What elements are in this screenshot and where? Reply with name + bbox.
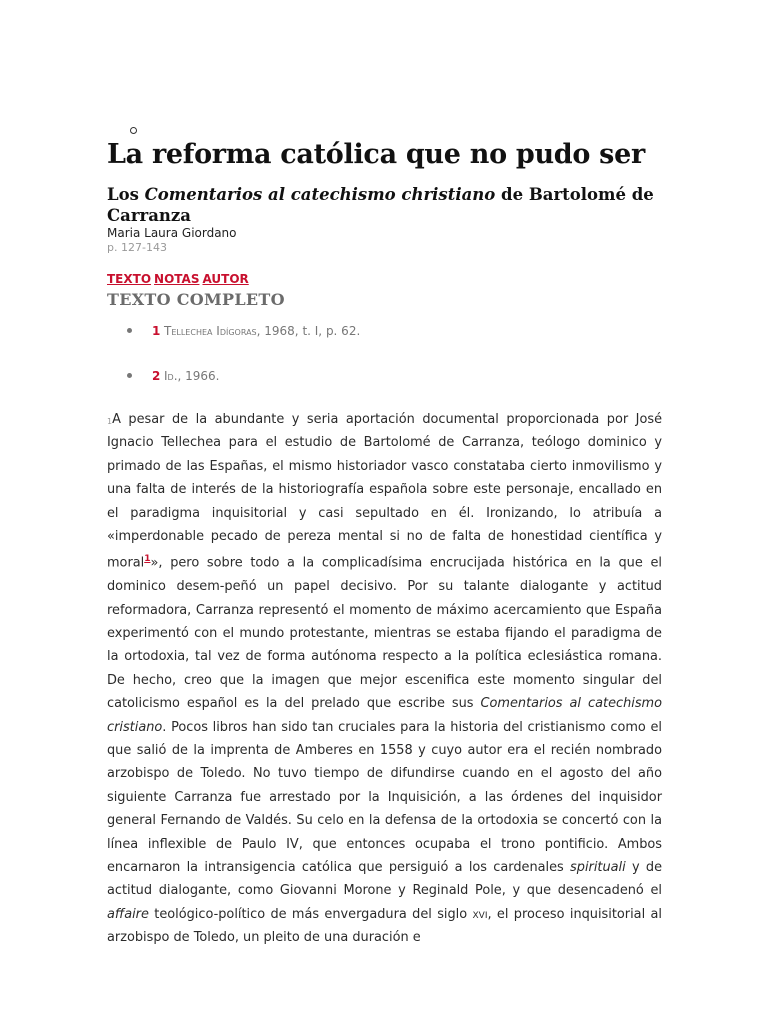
subtitle-prefix: Los <box>107 185 145 204</box>
footnote-rest: , 1968, t. I, p. 62. <box>256 324 361 338</box>
footnote-link[interactable]: 1 <box>144 554 151 565</box>
body-italic: spirituali <box>570 860 626 876</box>
footnote-reference <box>164 324 360 339</box>
body-text-part: y de actitud dialogante, como Giovanni Morone y Reginald Pole, y que desencadenó el <box>107 860 662 899</box>
body-italic: affaire <box>107 906 149 922</box>
footnote-author: Id. <box>164 369 178 383</box>
footnote-author: Tellechea Idígoras <box>164 324 257 338</box>
footnote-number[interactable]: 1 <box>152 324 161 338</box>
tab-notas[interactable]: NOTAS <box>154 272 200 286</box>
body-italic: Comentarios al catechismo cristiano <box>107 696 662 735</box>
paragraph-number: 1 <box>107 417 113 426</box>
body-text-part: teológico-político de más envergadura del siglo <box>148 906 473 922</box>
tab-texto[interactable]: TEXTO <box>107 272 152 286</box>
subtitle-suffix: de Bartolomé de Carranza <box>107 185 654 225</box>
body-text-part: , el proceso inquisitorial al arzobispo de Toledo, un pleito de una duración e <box>107 906 662 946</box>
century-numeral: xvi <box>472 906 488 922</box>
body-paragraph <box>107 408 662 950</box>
tab-autor[interactable]: AUTOR <box>202 272 249 286</box>
subtitle-italic: Comentarios al catechismo christiano <box>144 185 496 204</box>
page-range: p. 127-143 <box>107 241 167 254</box>
footnote-rest: , 1966. <box>177 369 220 383</box>
article-subtitle <box>107 184 662 226</box>
author-name[interactable]: Maria Laura Giordano <box>107 226 237 240</box>
body-text-part: . Pocos libros han sido tan cruciales para la historia del cristianismo como el que salió de la imprenta de Amberes en 1558 y cuyo autor era el recién nombrado arzobispo de Toledo. No tuvo tiempo de difundirse cuando en el agosto del año siguiente Carranza fue arrestado por la Inquisición, a las órdenes del inquisidor general Fernando de Valdés. Su celo en la defensa de la ortodoxia se concertó con la línea inflexible de Paulo IV, que entonces ocupaba el trono pontificio. Ambos encarnaron la intransigencia católica que persiguió a los cardenales <box>107 719 662 876</box>
article-title: La reforma católica que no pudo ser <box>107 139 645 170</box>
circle-bullet-icon <box>130 127 137 134</box>
bullet-icon <box>127 328 132 333</box>
bullet-icon <box>127 373 132 378</box>
section-tabs <box>107 272 252 287</box>
section-heading: TEXTO COMPLETO <box>107 290 285 309</box>
footnote-reference <box>164 369 220 384</box>
body-text-part: A pesar de la abundante y seria aportación documental proporcionada por José Ignacio Tellechea para el estudio de Bartolomé de Carranza, teólogo dominico y primado de las Españas, el mismo historiador vasco constataba cierto inmovilismo y una falta de interés de la historiografía española sobre este personaje, encallado en el paradigma inquisitorial y casi sepultado en él. Ironizando, lo atribuía a «imperdonable pecado de pereza mental si no de falta de honestidad científica y moral <box>107 412 662 571</box>
body-text-part: », pero sobre todo a la complicadísima encrucijada histórica en la que el dominico desem-peñó un papel decisivo. Por su talante dialogante y actitud reformadora, Carranza representó el momento de máximo acercamiento que España experimentó con el mundo protestante, mientras se estaba fijando el paradigma de la ortodoxia, tal vez de forma autónoma respecto a la política eclesiástica romana. De hecho, creo que la imagen que mejor escenifica este momento singular del catolicismo español es la del prelado que escribe sus <box>107 555 662 712</box>
footnote-number[interactable]: 2 <box>152 369 161 383</box>
